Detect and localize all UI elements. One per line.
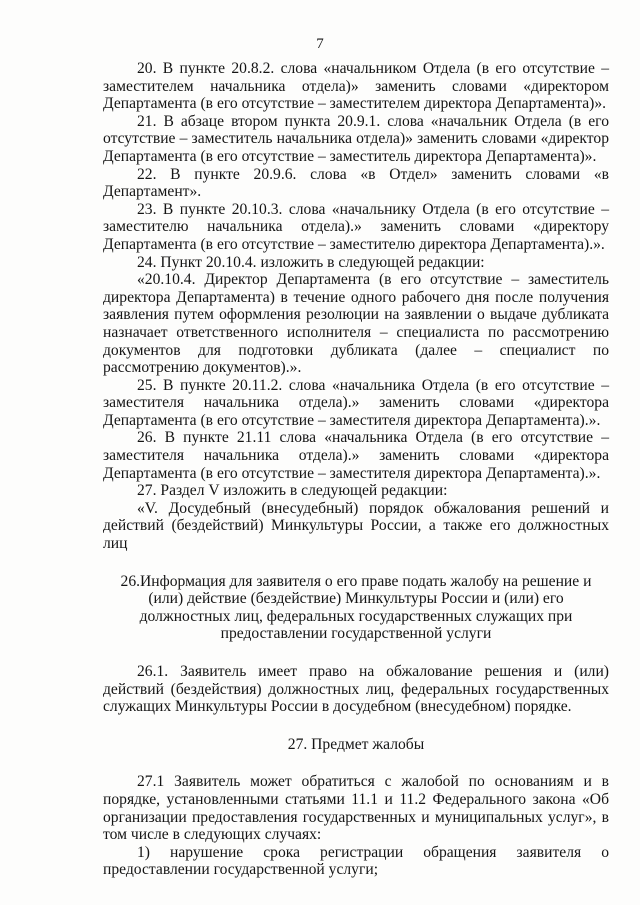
page-number: 7 xyxy=(316,36,324,52)
paragraph-26: 26. В пункте 21.11 слова «начальника Отдела (в его отсутствие – заместителя начальника отдела).» заменить словами «директора Департамента (в его отсутствие – заместителя директора Департамента).». xyxy=(103,429,609,482)
paragraph-25: 25. В пункте 20.11.2. слова «начальника Отдела (в его отсутствие – заместителя начальника отдела).» заменить словами «директора Департамента (в его отсутствие – заместителя директора Департамента).». xyxy=(103,376,609,429)
paragraph-27-1-item-1: 1) нарушение срока регистрации обращения заявителя о предоставлении государственной услуги; xyxy=(103,843,609,879)
paragraph-27-1: 27.1 Заявитель может обратиться с жалобой по основаниям и в порядке, установленными статьями 11.1 и 11.2 Федерального закона «Об организации предоставления государственных и муниципальных услуг», в том числе в следующих случаях: xyxy=(103,773,609,844)
paragraph-26-1: 26.1. Заявитель имеет право на обжалование решения и (или) действий (бездействия) должностных лиц, федеральных государственных служащих Минкультуры России в досудебном (внесудебном) порядке. xyxy=(103,663,609,716)
paragraph-23: 23. В пункте 20.10.3. слова «начальнику Отдела (в его отсутствие – заместителю начальника отдела).» заменить словами «директору Департамента (в его отсутствие – заместителю директора Департамента).». xyxy=(103,200,609,253)
heading-27: 27. Предмет жалобы xyxy=(287,735,425,753)
heading-26: 26.Информация для заявителя о его праве подать жалобу на решение и (или) действие (бездействие) Минкультуры России и (или) его должностных лиц, федеральных государственных служащих при предоставлении государственной услуги xyxy=(120,572,592,643)
paragraph-22: 22. В пункте 20.9.6. слова «в Отдел» заменить словами «в Департамент». xyxy=(103,165,609,201)
document-body xyxy=(103,60,609,879)
paragraph-24: 24. Пункт 20.10.4. изложить в следующей редакции: xyxy=(137,253,485,271)
section-v-title: «V. Досудебный (внесудебный) порядок обжалования решений и действий (бездействий) Минкультуры России, а также его должностных лиц xyxy=(103,499,609,553)
paragraph-27: 27. Раздел V изложить в следующей редакции: xyxy=(137,482,448,500)
paragraph-20-10-4: «20.10.4. Директор Департамента (в его отсутствие – заместитель директора Департамента) в течение одного рабочего дня после получения заявления путем оформления резолюции на заявлении о выдаче дубликата назначает ответственного исполнителя – специалиста по рассмотрению документов для подготовки дубликата (далее – специалист по рассмотрению документов).». xyxy=(103,271,609,377)
paragraph-20: 20. В пункте 20.8.2. слова «начальником Отдела (в его отсутствие – заместителем начальника отдела)» заменить словами «директором Департамента (в его отсутствие – заместителем директора Департамента)». xyxy=(103,60,609,113)
paragraph-21: 21. В абзаце втором пункта 20.9.1. слова «начальник Отдела (в его отсутствие – заместитель начальника отдела)» заменить словами «директор Департамента (в его отсутствие – заместитель директора Департамента)». xyxy=(103,112,609,165)
